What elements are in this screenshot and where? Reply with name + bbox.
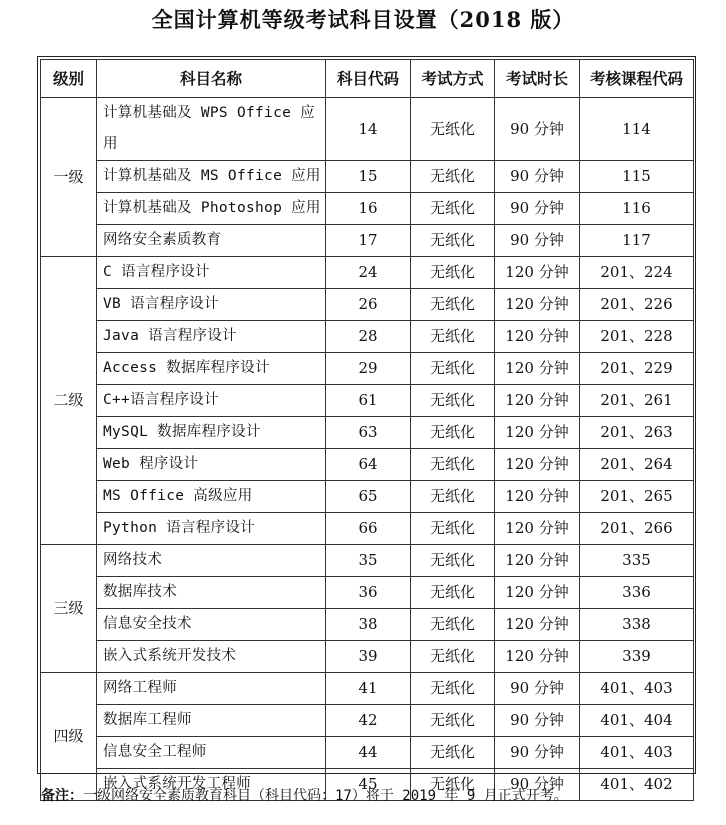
level-cell: 一级	[41, 98, 97, 257]
footnote	[41, 785, 568, 805]
exam-duration-cell: 90 分钟	[495, 193, 580, 225]
exam-mode-cell: 无纸化	[411, 769, 495, 801]
subject-code-cell: 64	[326, 449, 411, 481]
exam-duration-cell: 90 分钟	[495, 737, 580, 769]
subject-name-cell: 网络工程师	[97, 673, 326, 705]
exam-mode-cell: 无纸化	[411, 193, 495, 225]
course-code-cell: 114	[580, 98, 694, 161]
subject-code-cell: 42	[326, 705, 411, 737]
course-code-cell: 201、228	[580, 321, 694, 353]
subject-code-cell: 61	[326, 385, 411, 417]
exam-duration-cell: 90 分钟	[495, 705, 580, 737]
course-code-cell: 401、403	[580, 673, 694, 705]
subject-code-cell: 17	[326, 225, 411, 257]
subject-name-cell: 嵌入式系统开发工程师	[97, 769, 326, 801]
exam-duration-cell: 120 分钟	[495, 257, 580, 289]
header-subject-code: 科目代码	[326, 60, 411, 98]
subject-name-cell: C++语言程序设计	[97, 385, 326, 417]
course-code-cell: 401、403	[580, 737, 694, 769]
subject-name-cell: VB 语言程序设计	[97, 289, 326, 321]
exam-duration-cell: 120 分钟	[495, 609, 580, 641]
table-row	[41, 737, 694, 769]
table-row	[41, 513, 694, 545]
exam-mode-cell: 无纸化	[411, 417, 495, 449]
exam-mode-cell: 无纸化	[411, 641, 495, 673]
table-row	[41, 257, 694, 289]
table-row	[41, 705, 694, 737]
course-code-cell: 338	[580, 609, 694, 641]
exam-mode-cell: 无纸化	[411, 449, 495, 481]
subject-code-cell: 26	[326, 289, 411, 321]
subject-name-cell: 数据库技术	[97, 577, 326, 609]
subject-code-cell: 45	[326, 769, 411, 801]
table-row	[41, 193, 694, 225]
subject-code-cell: 39	[326, 641, 411, 673]
course-code-cell: 116	[580, 193, 694, 225]
course-code-cell: 201、229	[580, 353, 694, 385]
subject-name-cell: MS Office 高级应用	[97, 481, 326, 513]
table-row	[41, 161, 694, 193]
course-code-cell: 201、224	[580, 257, 694, 289]
subject-code-cell: 35	[326, 545, 411, 577]
subject-name-cell: 网络安全素质教育	[97, 225, 326, 257]
subject-code-cell: 44	[326, 737, 411, 769]
table-row	[41, 545, 694, 577]
level-cell: 二级	[41, 257, 97, 545]
subject-name-cell: Python 语言程序设计	[97, 513, 326, 545]
table-body	[41, 98, 694, 801]
header-exam-mode: 考试方式	[411, 60, 495, 98]
exam-mode-cell: 无纸化	[411, 161, 495, 193]
course-code-cell: 117	[580, 225, 694, 257]
footnote-text: 一级网络安全素质教育科目（科目代码：17）将于 2019 年 9 月正式开考。	[83, 788, 568, 804]
exam-mode-cell: 无纸化	[411, 225, 495, 257]
subject-code-cell: 63	[326, 417, 411, 449]
exam-mode-cell: 无纸化	[411, 385, 495, 417]
exam-duration-cell: 120 分钟	[495, 545, 580, 577]
subject-name-cell: Web 程序设计	[97, 449, 326, 481]
course-code-cell: 336	[580, 577, 694, 609]
subject-name-cell: 嵌入式系统开发技术	[97, 641, 326, 673]
table-row	[41, 449, 694, 481]
exam-mode-cell: 无纸化	[411, 577, 495, 609]
exam-mode-cell: 无纸化	[411, 353, 495, 385]
exam-duration-cell: 120 分钟	[495, 385, 580, 417]
subject-name-cell: Access 数据库程序设计	[97, 353, 326, 385]
exam-duration-cell: 90 分钟	[495, 161, 580, 193]
subject-name-cell: 信息安全技术	[97, 609, 326, 641]
table-row	[41, 673, 694, 705]
subject-name-cell: C 语言程序设计	[97, 257, 326, 289]
subject-code-cell: 24	[326, 257, 411, 289]
exam-mode-cell: 无纸化	[411, 513, 495, 545]
course-code-cell: 335	[580, 545, 694, 577]
exam-subjects-table	[40, 59, 694, 801]
course-code-cell: 201、263	[580, 417, 694, 449]
table-row	[41, 353, 694, 385]
subject-name-cell: 数据库工程师	[97, 705, 326, 737]
course-code-cell: 201、226	[580, 289, 694, 321]
subject-name-cell: 计算机基础及 MS Office 应用	[97, 161, 326, 193]
table-row	[41, 577, 694, 609]
subject-code-cell: 36	[326, 577, 411, 609]
exam-duration-cell: 120 分钟	[495, 577, 580, 609]
subject-code-cell: 41	[326, 673, 411, 705]
exam-duration-cell: 90 分钟	[495, 225, 580, 257]
course-code-cell: 115	[580, 161, 694, 193]
exam-mode-cell: 无纸化	[411, 609, 495, 641]
level-cell: 四级	[41, 673, 97, 801]
exam-duration-cell: 120 分钟	[495, 449, 580, 481]
subject-name-cell: MySQL 数据库程序设计	[97, 417, 326, 449]
header-exam-duration: 考试时长	[495, 60, 580, 98]
subject-code-cell: 66	[326, 513, 411, 545]
exam-duration-cell: 120 分钟	[495, 641, 580, 673]
exam-duration-cell: 120 分钟	[495, 321, 580, 353]
subject-name-cell: Java 语言程序设计	[97, 321, 326, 353]
exam-mode-cell: 无纸化	[411, 545, 495, 577]
page-title: 全国计算机等级考试科目设置（2018 版）	[151, 7, 575, 32]
course-code-cell: 401、402	[580, 769, 694, 801]
exam-mode-cell: 无纸化	[411, 673, 495, 705]
subject-code-cell: 14	[326, 98, 411, 161]
footnote-label: 备注：	[41, 788, 83, 804]
course-code-cell: 339	[580, 641, 694, 673]
course-code-cell: 201、264	[580, 449, 694, 481]
exam-duration-cell: 90 分钟	[495, 769, 580, 801]
exam-duration-cell: 90 分钟	[495, 673, 580, 705]
header-subject-name: 科目名称	[97, 60, 326, 98]
subject-code-cell: 65	[326, 481, 411, 513]
table-row	[41, 481, 694, 513]
table-row	[41, 417, 694, 449]
exam-mode-cell: 无纸化	[411, 321, 495, 353]
course-code-cell: 201、266	[580, 513, 694, 545]
exam-mode-cell: 无纸化	[411, 737, 495, 769]
subject-code-cell: 15	[326, 161, 411, 193]
header-level: 级别	[41, 60, 97, 98]
exam-mode-cell: 无纸化	[411, 481, 495, 513]
course-code-cell: 201、265	[580, 481, 694, 513]
exam-duration-cell: 120 分钟	[495, 513, 580, 545]
table-row	[41, 385, 694, 417]
exam-duration-cell: 120 分钟	[495, 417, 580, 449]
subject-name-cell: 网络技术	[97, 545, 326, 577]
subject-code-cell: 29	[326, 353, 411, 385]
table-row	[41, 289, 694, 321]
table-row	[41, 98, 694, 161]
exam-duration-cell: 120 分钟	[495, 353, 580, 385]
table-row	[41, 609, 694, 641]
header-course-code: 考核课程代码	[580, 60, 694, 98]
exam-mode-cell: 无纸化	[411, 98, 495, 161]
table-row	[41, 321, 694, 353]
subject-name-cell: 计算机基础及 Photoshop 应用	[97, 193, 326, 225]
subject-name-cell: 信息安全工程师	[97, 737, 326, 769]
exam-mode-cell: 无纸化	[411, 705, 495, 737]
table-header-row	[41, 60, 694, 98]
exam-duration-cell: 120 分钟	[495, 289, 580, 321]
level-cell: 三级	[41, 545, 97, 673]
subject-code-cell: 16	[326, 193, 411, 225]
course-code-cell: 201、261	[580, 385, 694, 417]
table-row	[41, 641, 694, 673]
exam-duration-cell: 120 分钟	[495, 481, 580, 513]
exam-mode-cell: 无纸化	[411, 257, 495, 289]
course-code-cell: 401、404	[580, 705, 694, 737]
exam-mode-cell: 无纸化	[411, 289, 495, 321]
subject-code-cell: 38	[326, 609, 411, 641]
subject-name-cell: 计算机基础及 WPS Office 应用	[97, 98, 326, 161]
table-row	[41, 225, 694, 257]
exam-duration-cell: 90 分钟	[495, 98, 580, 161]
subject-code-cell: 28	[326, 321, 411, 353]
